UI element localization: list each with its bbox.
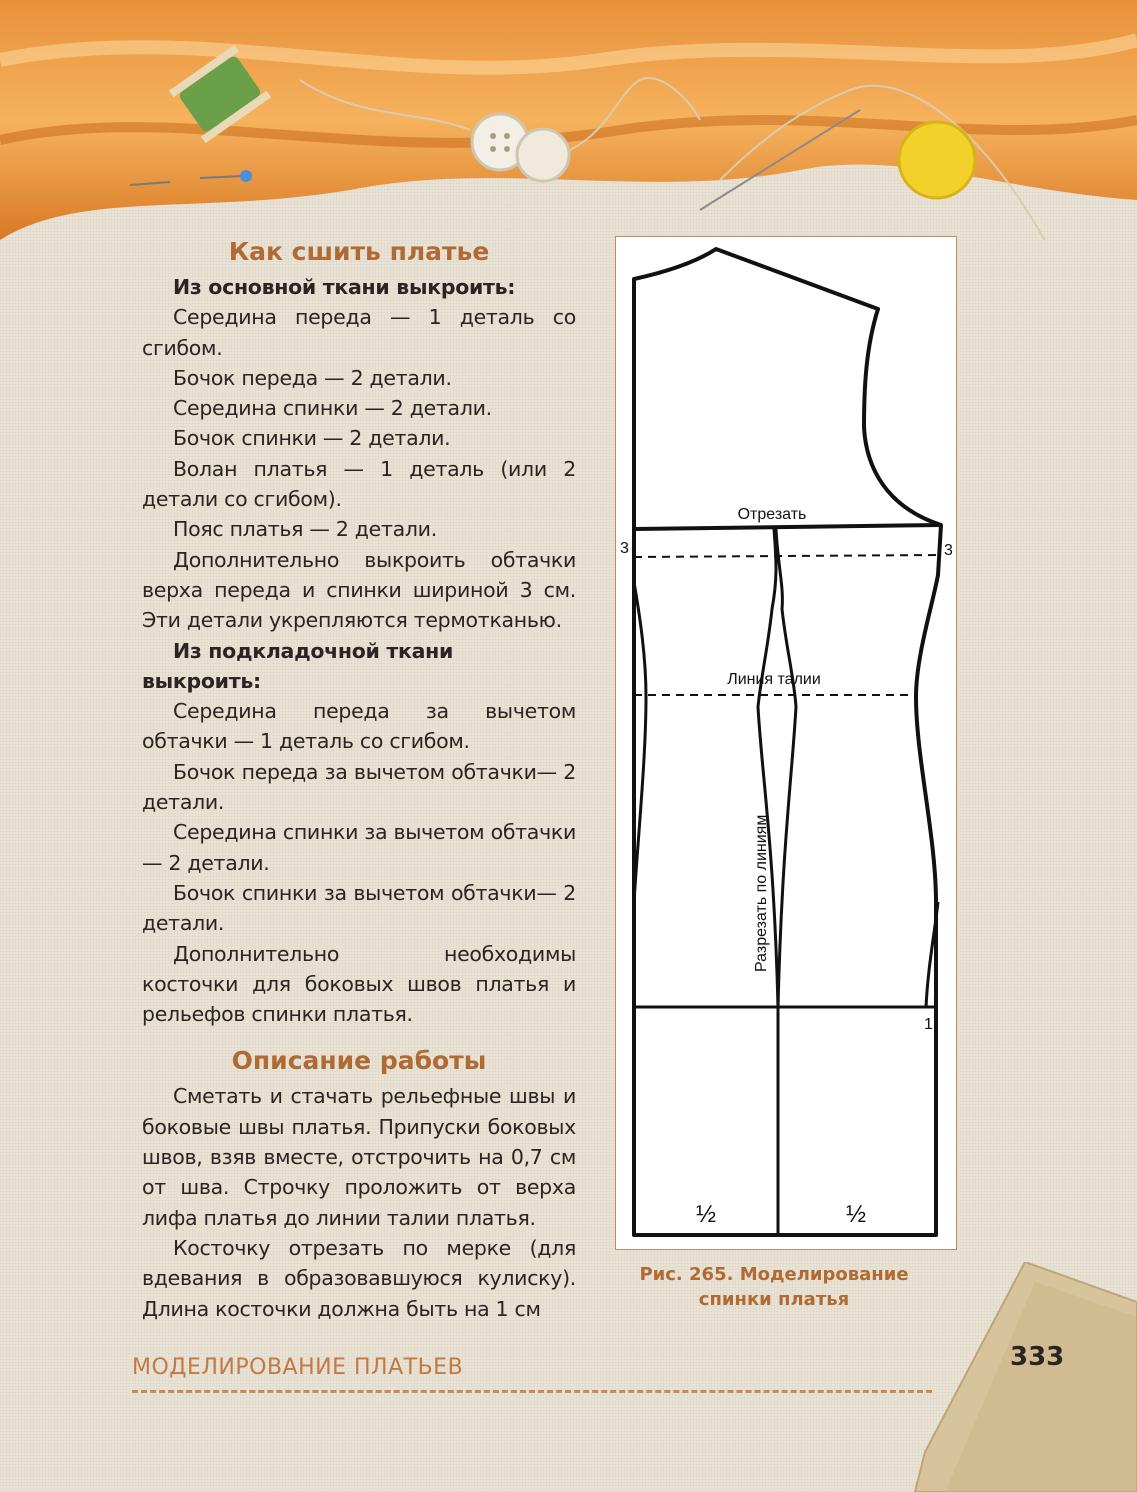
paragraph: Середина спинки — 2 детали.: [173, 396, 492, 421]
label-waist-line: Линия талии: [727, 671, 821, 688]
label-slit: Разрезать по линиям: [753, 814, 770, 972]
paragraph: Дополнительно необходимы косточки для боковых швов платья и рельефов спинки платья.: [142, 941, 576, 1027]
pattern-drawing: [616, 237, 958, 1251]
paragraph: Волан платья — 1 деталь (или 2 детали со сгибом).: [142, 456, 576, 512]
pin-icon: [240, 170, 252, 182]
footer-divider: [132, 1390, 932, 1393]
paragraph: Косточку отрезать по мерке (для вдевания в образовавшуюся кулиску). Длина косточки должна быть на 1 см: [142, 1235, 576, 1321]
paragraph: Бочок переда — 2 детали.: [173, 365, 452, 390]
paragraph: Бочок спинки — 2 детали.: [173, 426, 451, 451]
mark-1: 1: [924, 1016, 933, 1033]
paragraph: Середина спинки за вычетом обтачки— 2 детали.: [142, 820, 576, 875]
paragraph: Бочок спинки за вычетом обтачки— 2 детали.: [142, 880, 576, 936]
paragraph: Середина переда — 1 деталь со сгибом.: [142, 305, 576, 360]
paragraph: Дополнительно выкроить обтачки верха переда и спинки шириной 3 см. Эти детали укрепляются термотканью.: [142, 547, 576, 633]
caption-line: спинки платья: [698, 1289, 850, 1310]
mark-left-3: 3: [620, 540, 629, 557]
running-footer-title: МОДЕЛИРОВАНИЕ ПЛАТЬЕВ: [132, 1355, 464, 1380]
cut-line: [634, 525, 941, 529]
decorative-banner: [0, 0, 1137, 240]
figure-caption: [612, 1262, 936, 1312]
heading-how-to-sew: Как сшить платье: [228, 237, 490, 266]
paragraph: Середина переда за вычетом обтачки — 1 деталь со сгибом.: [142, 699, 576, 754]
half-mark-left: ½: [695, 1201, 717, 1228]
heading-work-description: Описание работы: [231, 1046, 487, 1076]
paragraph: Бочок переда за вычетом обтачки— 2 детали.: [142, 759, 576, 815]
yarn-ball-icon: [899, 122, 975, 198]
page-number: 333: [1010, 1342, 1065, 1372]
subhead-main-fabric: Из основной ткани выкроить:: [173, 275, 516, 299]
label-cut: Отрезать: [737, 506, 807, 523]
subhead-lining-fabric: Из подкладочной ткани выкроить:: [142, 638, 454, 693]
mark-right-3: 3: [944, 542, 953, 559]
facing-line: [634, 555, 938, 557]
paragraph: Пояс платья — 2 детали.: [173, 517, 437, 542]
half-mark-right: ½: [845, 1201, 867, 1228]
text-column: [142, 230, 576, 1324]
pattern-figure: [615, 236, 957, 1250]
pattern-outline: [634, 249, 941, 1235]
paragraph: Сметать и стачать рельефные швы и боковые швы платья. Припуски боковых швов, взяв вместе, отстрочить на 0,7 см от шва. Строчку проложить от верха лифа платья до линии талии платья.: [142, 1084, 576, 1230]
caption-line: Рис. 265. Моделирование: [639, 1264, 909, 1285]
decorative-paper-corner: [905, 1262, 1137, 1492]
